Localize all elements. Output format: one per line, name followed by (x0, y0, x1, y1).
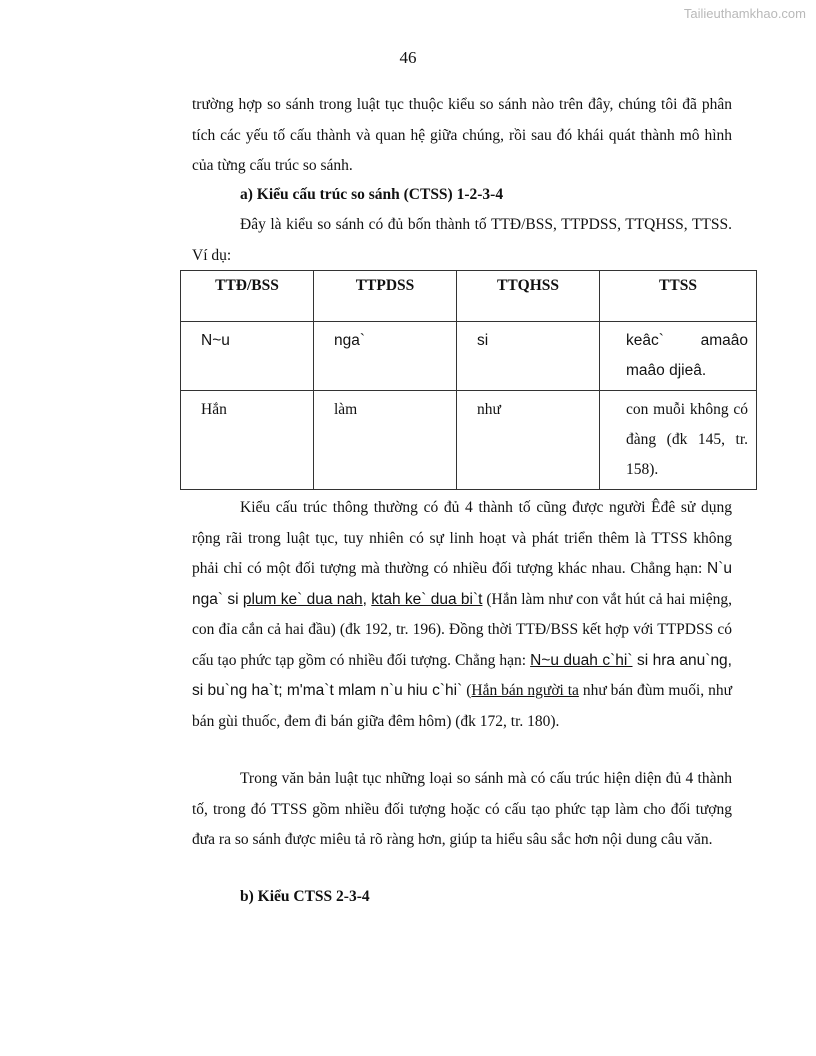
table-cell: con muỗi không có đàng (đk 145, tr. 158). (600, 391, 757, 490)
table-row (181, 322, 757, 391)
table-header-cell: TTPDSS (314, 271, 457, 322)
paragraph-text: như bán đùm muối, như bán gùi thuốc, đem đi bán giữa đêm hôm) (đk 172, tr. 180). (192, 682, 732, 730)
table-cell: như (457, 391, 600, 490)
paragraph-text: (Hắn làm như con vắt hút cả hai miệng, con đỉa cắn cả hai đầu) (đk 192, tr. 196). Đồng thời TTĐ/BSS kết hợp với TTPDSS có cấu tạo phức tạp gồm có nhiều đối tượng. Chẳng hạn: (192, 590, 732, 669)
table-cell: làm (314, 391, 457, 490)
ede-example-underlined: ktah ke` dua bi`t (371, 590, 483, 608)
ede-example-underlined: N~u duah c`hi` (530, 651, 633, 669)
ede-example: , (362, 590, 372, 608)
table-header-cell: TTĐ/BSS (181, 271, 314, 322)
translation-underlined: Hắn bán người ta (471, 682, 579, 699)
table-cell: keâc` amaâo maâo djieâ. (600, 322, 757, 391)
ede-example: N`u nga` si (192, 560, 732, 608)
paragraph-text: Kiểu cấu trúc thông thường có đủ 4 thành tố cũng được người Êđê sử dụng rộng rãi trong luật tục, tuy nhiên có sự linh hoạt và phát triển thêm là TTSS không phải chỉ có một đối tượng mà thường có nhiều đối tượng khác nhau. Chẳng hạn: (192, 499, 732, 577)
table-cell: N~u (181, 322, 314, 391)
table-cell: si (457, 322, 600, 391)
page-number: 46 (399, 48, 417, 67)
section-b-heading: b) Kiểu CTSS 2-3-4 (240, 888, 370, 905)
table-cell: nga` (314, 322, 457, 391)
body-paragraph (192, 493, 732, 737)
watermark: Tailieuthamkhao.com (683, 6, 806, 21)
section-a-heading: a) Kiểu cấu trúc so sánh (CTSS) 1-2-3-4 (240, 186, 504, 203)
table-cell: Hắn (181, 391, 314, 490)
section-a-description: Đây là kiểu so sánh có đủ bốn thành tố TTĐ/BSS, TTPDSS, TTQHSS, TTSS. Ví dụ: (192, 216, 732, 264)
table-header-row (181, 271, 757, 322)
table-header-cell: TTSS (600, 271, 757, 322)
paragraph-text: ( (462, 682, 472, 699)
intro-paragraph: trường hợp so sánh trong luật tục thuộc kiểu so sánh nào trên đây, chúng tôi đã phân tích các yếu tố cấu thành và quan hệ giữa chúng, rồi sau đó khái quát thành mô hình của từng cấu trúc so sánh. (192, 96, 732, 174)
table-row (181, 391, 757, 490)
table-header-cell: TTQHSS (457, 271, 600, 322)
body-paragraph: Trong văn bản luật tục những loại so sánh mà có cấu trúc hiện diện đủ 4 thành tố, trong đó TTSS gồm nhiều đối tượng hoặc có cấu tạo phức tạp làm cho đối tượng đưa ra so sánh được miêu tả rõ ràng hơn, giúp ta hiểu sâu sắc hơn nội dung câu văn. (192, 770, 732, 848)
ede-example-underlined: plum ke` dua nah (242, 590, 363, 608)
ede-example: si hra anu`ng, si bu`ng ha`t; m'ma`t mlam n`u hiu c`hi` (192, 651, 732, 699)
comparison-structure-table (180, 270, 757, 490)
